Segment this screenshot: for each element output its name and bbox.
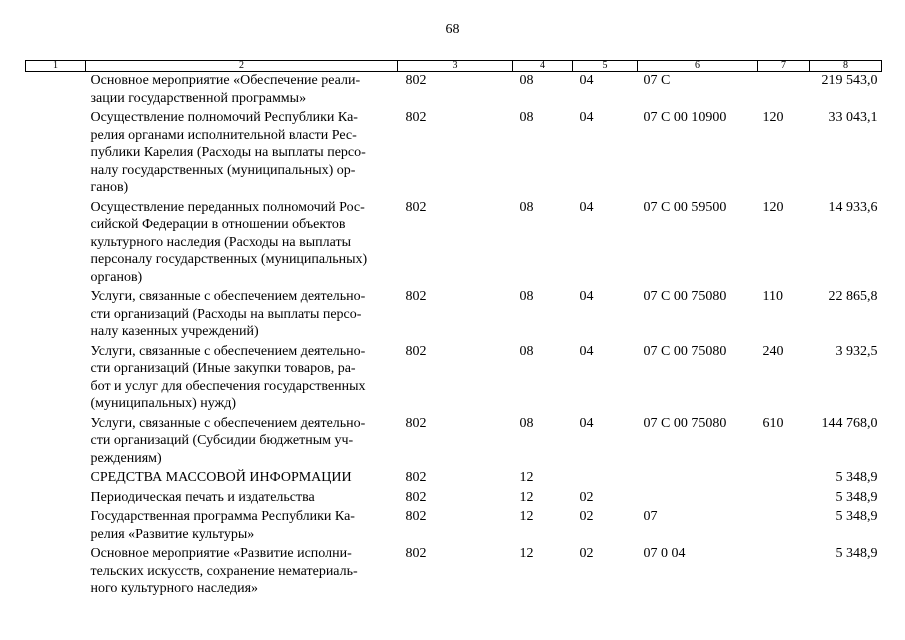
- column-number-row: [26, 61, 882, 72]
- cell-subsection: 02: [579, 546, 594, 561]
- cell-name-line: персоналу государственных (муниципальных): [90, 252, 368, 267]
- cell-department: 802: [405, 110, 427, 125]
- cell-expense-type: [758, 72, 810, 110]
- cell-department: 802: [405, 546, 427, 561]
- cell-name-line: тельских искусств, сохранение нематериаль-: [90, 563, 358, 579]
- cell-department: 802: [405, 509, 427, 524]
- cell-name-line: релия «Развитие культуры»: [90, 526, 255, 542]
- page-number: 68: [445, 22, 460, 37]
- cell-department: 802: [405, 470, 427, 485]
- cell-empty: [26, 508, 86, 545]
- cell-target-article: 07 С 00 59500: [643, 199, 727, 215]
- table-row: [26, 545, 882, 600]
- cell-name: [86, 72, 398, 110]
- cell-empty: [26, 109, 86, 199]
- column-number-3: 3: [398, 61, 513, 72]
- cell-target-article: 07 С 00 75080: [643, 415, 727, 431]
- cell-amount: 3 932,5: [835, 343, 878, 359]
- cell-name: [86, 288, 398, 343]
- cell-name-line: Услуги, связанные с обеспечением деятельно-: [90, 289, 366, 304]
- cell-subsection: [573, 469, 638, 489]
- cell-section: 08: [519, 73, 534, 88]
- table-row: [26, 489, 882, 509]
- cell-name-line: ганов): [90, 180, 129, 195]
- cell-name: [86, 545, 398, 600]
- cell-name-line: СРЕДСТВА МАССОВОЙ ИНФОРМАЦИИ: [90, 470, 352, 485]
- cell-section: 12: [519, 546, 534, 561]
- cell-name-line: Осуществление полномочий Республики Ка-: [90, 110, 358, 125]
- table-row: [26, 109, 882, 199]
- cell-name-line: Основное мероприятие «Обеспечение реали-: [90, 73, 361, 88]
- cell-name-line: Осуществление переданных полномочий Рос-: [90, 199, 365, 215]
- cell-subsection: 04: [579, 289, 594, 304]
- table-row: [26, 343, 882, 415]
- cell-expense-type: 610: [762, 415, 784, 431]
- cell-expense-type: [758, 545, 810, 600]
- cell-subsection: 02: [579, 489, 594, 505]
- cell-empty: [26, 72, 86, 110]
- cell-amount: 5 348,9: [835, 546, 878, 561]
- cell-name-line: сийской Федерации в отношении объектов: [90, 217, 346, 232]
- cell-subsection: 04: [579, 415, 594, 431]
- cell-name-line: налу государственных (муниципальных) ор-: [90, 162, 356, 178]
- table-row: [26, 288, 882, 343]
- cell-target-article: 07 С: [643, 73, 671, 88]
- cell-section: 08: [519, 415, 534, 431]
- cell-section: 08: [519, 343, 534, 359]
- cell-department: 802: [405, 289, 427, 304]
- cell-name-line: органов): [90, 269, 143, 285]
- cell-amount: 14 933,6: [828, 199, 878, 215]
- cell-name-line: бот и услуг для обеспечения государственных: [90, 378, 366, 394]
- cell-target-article: 07 С 00 10900: [643, 110, 727, 125]
- table-row: [26, 415, 882, 470]
- column-number-7: 7: [758, 61, 810, 72]
- cell-empty: [26, 288, 86, 343]
- cell-department: 802: [405, 489, 427, 505]
- cell-amount: 144 768,0: [821, 415, 878, 431]
- cell-department: 802: [405, 343, 427, 359]
- column-number-2: 2: [86, 61, 398, 72]
- cell-name-line: ного культурного наследия»: [90, 581, 259, 596]
- column-number-4: 4: [513, 61, 573, 72]
- cell-name: [86, 469, 398, 489]
- cell-section: 08: [519, 289, 534, 304]
- cell-section: 08: [519, 110, 534, 125]
- cell-amount: 22 865,8: [828, 289, 878, 304]
- cell-target-article: 07: [643, 509, 658, 524]
- cell-subsection: 04: [579, 343, 594, 359]
- cell-subsection: 04: [579, 199, 594, 215]
- cell-expense-type: [758, 508, 810, 545]
- cell-department: 802: [405, 415, 427, 431]
- cell-name-line: сти организаций (Субсидии бюджетным уч-: [90, 433, 354, 448]
- table-row: [26, 72, 882, 110]
- cell-expense-type: 240: [762, 343, 784, 359]
- cell-subsection: 04: [579, 73, 594, 88]
- cell-target-article: 07 С 00 75080: [643, 289, 727, 304]
- cell-name-line: культурного наследия (Расходы на выплаты: [90, 234, 351, 250]
- cell-name-line: Основное мероприятие «Развитие исполни-: [90, 546, 352, 561]
- cell-name-line: Государственная программа Республики Ка-: [90, 509, 355, 524]
- cell-subsection: 02: [579, 509, 594, 524]
- table-row: [26, 469, 882, 489]
- cell-amount: 219 543,0: [821, 73, 878, 88]
- table-body: [26, 72, 882, 600]
- budget-table: [25, 60, 882, 600]
- cell-section: 12: [519, 470, 534, 485]
- cell-subsection: 04: [579, 110, 594, 125]
- column-number-5: 5: [573, 61, 638, 72]
- cell-target-article: [638, 489, 758, 509]
- cell-name-line: реждениям): [90, 450, 162, 466]
- cell-empty: [26, 469, 86, 489]
- cell-name-line: налу казенных учреждений): [90, 324, 259, 339]
- cell-target-article: 07 0 04: [643, 546, 686, 561]
- cell-target-article: [638, 469, 758, 489]
- cell-name-line: зации государственной программы»: [90, 90, 307, 106]
- cell-target-article: 07 С 00 75080: [643, 343, 727, 359]
- cell-section: 12: [519, 489, 534, 505]
- cell-name-line: Периодическая печать и издательства: [90, 489, 315, 505]
- cell-amount: 5 348,9: [835, 470, 878, 485]
- column-number-8: 8: [810, 61, 882, 72]
- cell-name: [86, 415, 398, 470]
- cell-amount: 5 348,9: [835, 489, 878, 505]
- cell-expense-type: [758, 489, 810, 509]
- cell-expense-type: [758, 469, 810, 489]
- cell-section: 12: [519, 509, 534, 524]
- table-row: [26, 508, 882, 545]
- cell-name-line: (муниципальных) нужд): [90, 396, 237, 411]
- table-row: [26, 199, 882, 289]
- cell-name-line: релия органами исполнительной власти Рес-: [90, 127, 357, 143]
- cell-expense-type: 110: [762, 289, 783, 304]
- cell-amount: 33 043,1: [828, 110, 878, 125]
- cell-department: 802: [405, 73, 427, 88]
- cell-empty: [26, 545, 86, 600]
- cell-empty: [26, 489, 86, 509]
- column-number-1: 1: [26, 61, 86, 72]
- cell-empty: [26, 343, 86, 415]
- column-number-6: 6: [638, 61, 758, 72]
- cell-expense-type: 120: [762, 110, 784, 125]
- cell-empty: [26, 415, 86, 470]
- cell-name-line: сти организаций (Расходы на выплаты персо-: [90, 306, 362, 322]
- cell-name-line: Услуги, связанные с обеспечением деятельно-: [90, 415, 366, 431]
- cell-expense-type: 120: [762, 199, 784, 215]
- cell-name: [86, 199, 398, 289]
- cell-section: 08: [519, 199, 534, 215]
- cell-name: [86, 343, 398, 415]
- cell-amount: 5 348,9: [835, 509, 878, 524]
- cell-empty: [26, 199, 86, 289]
- cell-name-line: Услуги, связанные с обеспечением деятельно-: [90, 343, 366, 359]
- cell-name-line: публики Карелия (Расходы на выплаты персо-: [90, 145, 366, 160]
- cell-name: [86, 489, 398, 509]
- cell-department: 802: [405, 199, 427, 215]
- cell-name: [86, 508, 398, 545]
- cell-name-line: сти организаций (Иные закупки товаров, ра-: [90, 361, 356, 376]
- cell-name: [86, 109, 398, 199]
